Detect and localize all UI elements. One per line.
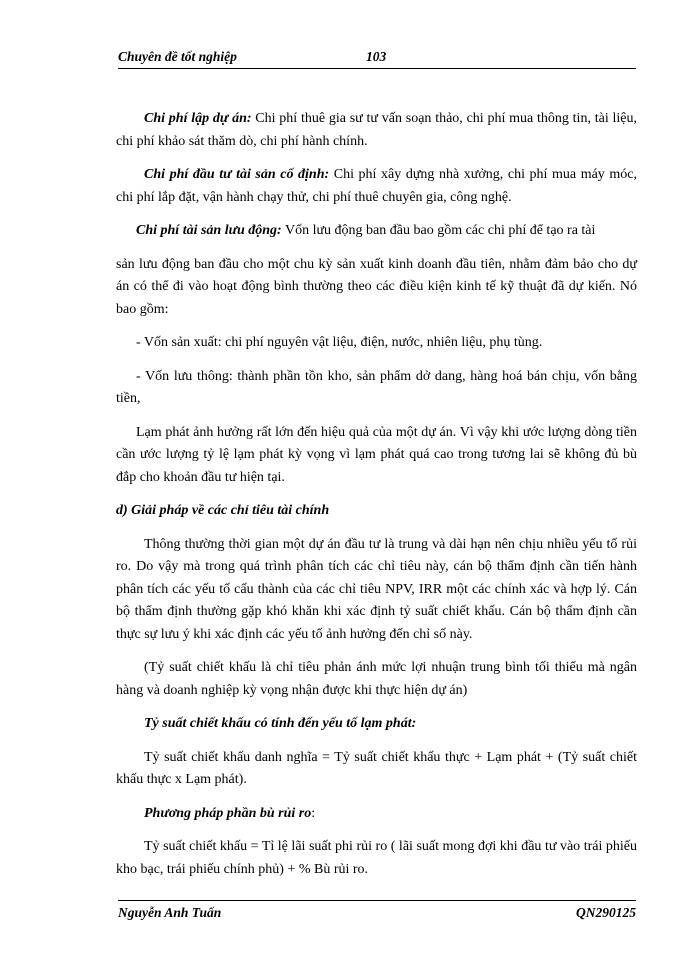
text-current-asset-cost: Vốn lưu động ban đầu bao gồm các chi phí để tạo ra tài [281,223,596,238]
label-current-asset-cost: Chi phí tài sản lưu động: [136,223,282,238]
paragraph-project-cost [116,108,637,153]
footer-author: Nguyễn Anh Tuấn [118,905,222,920]
label-inflation-discount: Tỷ suất chiết khấu có tính đến yếu tố lạm phát: [144,716,417,731]
paragraph-fixed-asset-cost [116,164,637,209]
header-title: Chuyên đề tốt nghiệp [118,49,237,64]
section-heading-d: d) Giải pháp về các chỉ tiêu tài chính [116,503,330,518]
document-body [116,108,637,892]
subheading-inflation-discount [116,713,637,736]
label-fixed-asset-cost: Chi phí đầu tư tài sản cố định: [144,167,330,182]
subheading-risk-premium [116,803,637,826]
footer-code: QN290125 [576,905,636,920]
paragraph-nominal-discount-formula: Tỷ suất chiết khấu danh nghĩa = Tỷ suất chiết khấu thực + Lạm phát + (Tỷ suất chiết khấu thực x Lạm phát). [116,749,637,787]
bullet-production-capital: - Vốn sản xuất: chi phí nguyên vật liệu, điện, nước, nhiên liệu, phụ tùng. [136,335,543,350]
risk-premium-colon: : [311,805,316,821]
text-project-cost: Chi phí thuê gia sư tư vấn soạn thảo, chi phí mua thông tin, tài liệu, chi phí khảo sát thăm dò, chi phí hành chính. [116,111,637,149]
paragraph-inflation: Lạm phát ảnh hưởng rất lớn đến hiệu quả của một dự án. Vì vậy khi ước lượng dòng tiền cần ước lượng tỷ lệ lạm phát kỳ vọng vì lạm phát quá cao trong tương lai sẽ không đủ bù đắp cho khoản đầu tư hiện tại. [116,424,637,485]
text-fixed-asset-cost: Chi phí xây dựng nhà xưởng, chi phí mua máy móc, chi phí lắp đặt, vận hành chạy thử, chi phí thuê chuyên gia, công nghệ. [116,167,637,205]
label-project-cost: Chi phí lập dự án: [144,111,252,126]
paragraph-current-asset-detail: sản lưu động ban đầu cho một chu kỳ sản xuất kinh doanh đầu tiên, nhằm đảm bảo cho dự án có thể đi vào hoạt động bình thường theo các điều kiện kinh tế kỹ thuật đã dự kiến. Nó bao gồm: [116,256,637,317]
paragraph-risk-premium-formula: Tỷ suất chiết khấu = Tỉ lệ lãi suất phi rủi ro ( lãi suất mong đợi khi đầu tư vào trái phiếu kho bạc, trái phiếu chính phủ) + % Bù rủi ro. [116,839,637,877]
paragraph-discount-rate-definition: (Tỷ suất chiết khấu là chỉ tiêu phản ánh mức lợi nhuận trung bình tối thiểu mà ngân hàng và doanh nghiệp kỳ vọng nhận được khi thực hiện dự án) [116,660,637,698]
page-header [118,46,636,69]
page-number: 103 [366,49,387,64]
label-risk-premium: Phương pháp phần bù rủi ro [144,805,312,821]
page-footer [118,900,636,925]
paragraph-current-asset-cost [116,220,637,243]
paragraph-financial-indicators: Thông thường thời gian một dự án đầu tư là trung và dài hạn nên chịu nhiều yếu tố rủi ro. Do vậy mà trong quá trình phân tích các chỉ tiêu này, cán bộ thẩm định cần tiến hành phân tích các yếu tố cấu thành của các chỉ tiêu NPV, IRR một các chính xác và hợp lý. Cán bộ thẩm định thường gặp khó khăn khi xác định tỷ suất chiết khấu. Cán bộ thẩm định cần thực sự lưu ý khi xác định các yếu tố ảnh hưởng đến chỉ số này. [116,536,637,642]
bullet-circulation-capital: - Vốn lưu thông: thành phần tồn kho, sản phẩm dở dang, hàng hoá bán chịu, vốn bằng tiền, [116,368,637,406]
